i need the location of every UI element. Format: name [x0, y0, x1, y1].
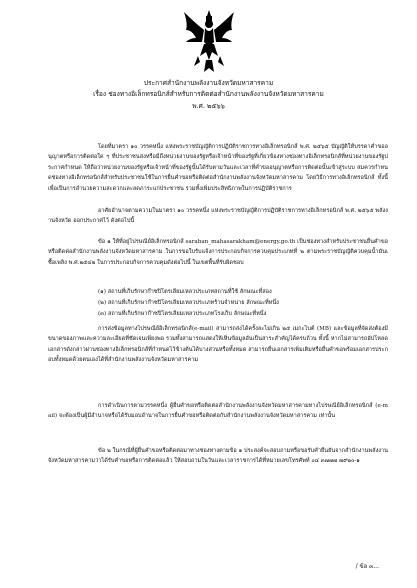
announcement-subject: เรื่อง ช่องทางอิเล็กทรอนิกส์สำหรับการติดต่อสำนักงานพลังงานจังหวัดมหาสารคาม — [93, 90, 324, 98]
announcement-year: พ.ศ. ๒๕๖๖ — [192, 102, 225, 110]
clause-1-item-1: (๑) สถานที่เก็บรักษาก๊าซปิโตรเลียมเหลวประเภทสถานที่ใช้ ลักษณะที่สอง — [98, 289, 272, 295]
paragraph-authorized-submitter: การดำเนินการตามวรรคหนึ่ง ผู้ยื่นคำขอหรือติดต่อสำนักงานพลังงานจังหวัดมหาสารคามทางไปรษณีย์อิเล็กทรอนิกส์ (e-mail) จะต้องเป็นผู้มีอำนาจหรือได้รับมอบอำนาจในการยื่นคำขอหรือติดต่อกับสำนักงานพลังงานจังหวัดมหาสารคาม เท่านั้น — [48, 403, 388, 420]
clause-1-item-2: (๒) สถานที่เก็บรักษาก๊าซปิโตรเลียมเหลวประเภทร้านจำหน่าย ลักษณะที่หนึ่ง — [98, 300, 279, 306]
garuda-emblem-icon — [180, 8, 238, 74]
clause-1-item-3: (๓) สถานที่เก็บรักษาก๊าซปิโตรเลียมเหลวประเภทโรงเก็บ ลักษณะที่หนึ่ง — [98, 311, 267, 317]
paragraph-email-conditions: การส่งข้อมูลทางไปรษณีย์อิเล็กทรอนิกส์(e-mail) สามารถส่งได้ครั้งละไม่เกิน ๒๕ เมกะไบต์ (MB) และข้อมูลที่จัดส่งต้องมีขนาดของภาพและความละเอียดที่ชัดเจนเพียงพอ รวมทั้งสามารถแสดงให้เห็นข้อมูลอันเป็นสาระสำคัญได้ครบถ้วน ทั้งนี้ หากไม่สามารถอัปโหลดเอกสารดังกล่าวผ่านช่องทางอิเล็กทรอนิกส์ที่กำหนดไว้ข้างต้นได้บางส่วนหรือทั้งหมด สามารถยื่นเอกสารเพิ่มเติมหรือยื่นคำขอพร้อมเอกสารประกอบทั้งหมดด้วยตนเองได้ที่สำนักงานพลังงานจังหวัดมหาสารคาม — [48, 326, 388, 364]
clause-1: ข้อ ๑ ให้ที่อยู่ไปรษณีย์อิเล็กทรอนิกส์ saraban_mahasarakham@energy.go.th เป็นช่องทางสำหรับประชาชนยื่นคำขอหรือติดต่อสำนักงานพลังงานจังหวัดมหาสารคาม ในการขอใบรับแจ้งการประกอบกิจการควบคุมประเภทที่ ๒ ตามพระราชบัญญัติควบคุมน้ำมันเชื้อเพลิง พ.ศ.๒๕๔๒ ในการประกอบกิจการควบคุมดังต่อไปนี้ ในเขตพื้นที่รับผิดชอบ — [48, 239, 388, 266]
announcement-title: ประกาศสำนักงานพลังงานจังหวัดมหาสารคาม — [143, 79, 274, 87]
paragraph-authority: อาศัยอำนาจตามความในมาตรา ๑๐ วรรคหนึ่ง แห่งพระราชบัญญัติการปฏิบัติราชการทางอิเล็กทรอนิกส์ พ.ศ. ๒๕๖๕ พลังงานจังหวัด ออกประกาศไว้ ดังต่อไปนี้ — [48, 208, 388, 225]
paragraph-preamble: โดยที่มาตรา ๑๐ วรรคหนึ่ง แห่งพระราชบัญญัติการปฏิบัติราชการทางอิเล็กทรอนิกส์ พ.ศ. ๒๕๖๕ บัญญัติให้บรรดาคำขออนุญาตหรือการติดต่อใด ๆ ที่ประชาชนส่งหรือมีถึงหน่วยงานของรัฐหรือเจ้าหน้าที่ของรัฐที่เกี่ยวข้องทางช่องทางอิเล็กทรอนิกส์ที่หน่วยงานของรัฐประกาศกำหนด ให้ถือว่าหน่วยงานของรัฐหรือเจ้าหน้าที่ของรัฐนั้นได้รับตามวันและเวลาที่คำขออนุญาตหรือการติดต่อนั้นเข้าสู่ระบบ สมควรกำหนดช่องทางอิเล็กทรอนิกส์สำหรับประชาชนใช้ในการยื่นคำขอหรือติดต่อสำนักงานพลังงานจังหวัดมหาสารคาม โดยวิธีการทางอิเล็กทรอนิกส์ ทั้งนี้ เพื่อเป็นการอำนวยความสะดวกและลดภาระแก่ประชาชน รวมทั้งเพิ่มประสิทธิภาพในการปฏิบัติราชการ — [48, 144, 388, 192]
clause-2: ข้อ ๒ ในกรณีที่ผู้ยื่นคำขอหรือติดต่อมาทางช่องทางตามข้อ ๑ ประสงค์จะสอบถามหรือขอรับคำยืนยันจากสำนักงานพลังงานจังหวัดมหาสารคามว่าได้รับคำขอหรือการติดต่อแล้ว ให้สอบถามในวันและเวลาราชการได้ที่หมายเลขโทรศัพท์ ๐๔ ๓๗๗๗ ๗๙๒๐-๑ — [48, 448, 388, 465]
continued-marker: / ข้อ ๓... — [355, 563, 379, 570]
